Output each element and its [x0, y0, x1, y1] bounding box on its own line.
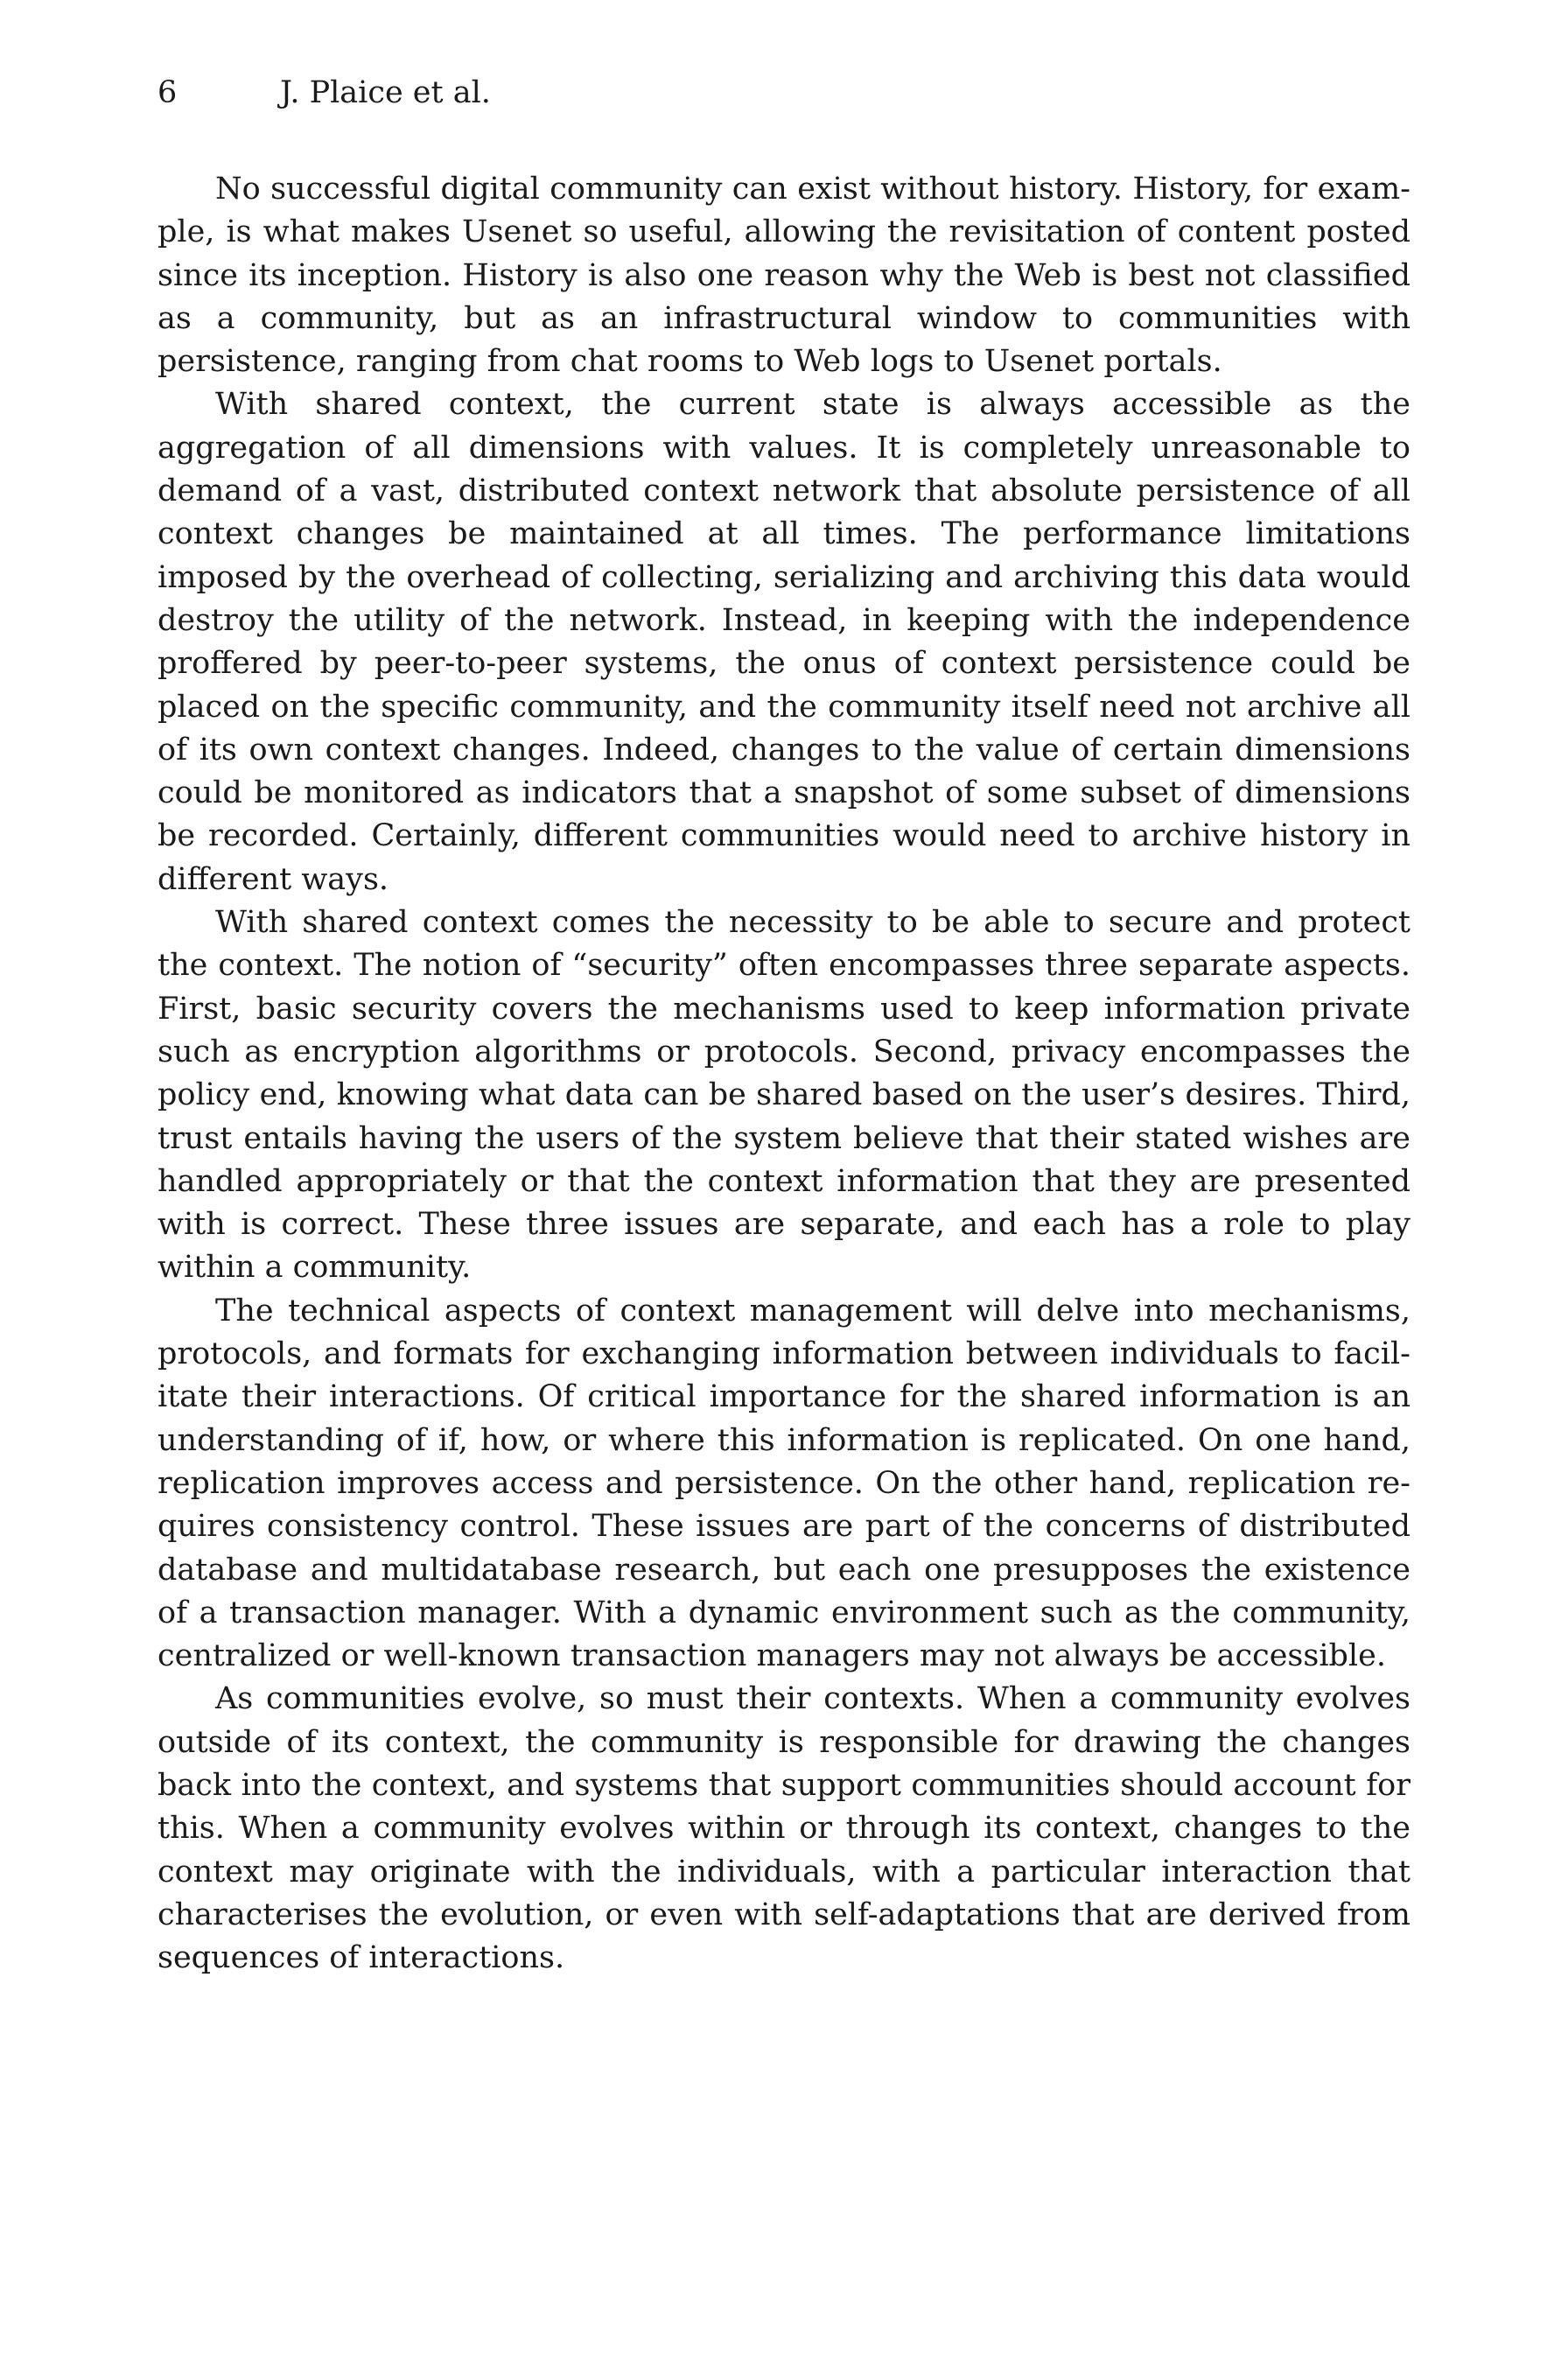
body-text — [158, 168, 1410, 1980]
paragraph-community-evolution: As communities evolve, so must their contexts. When a community evolves outside of its context, the community is responsible for drawing the changes back into the context, and systems that support communities should account for this. When a community evolves within or through its context, changes to the context may originate with the individuals, with a particular interaction that characterises the evolution, or even with self-adaptations that are derived from sequences of interactions. — [158, 1681, 1410, 1976]
paragraph-history: No successful digital community can exist without history. History, for example, is what makes Usenet so useful, allowing the revisitation of content posted since its inception. History is also one reason why the Web is best not classified as a community, but as an infrastructural window to communities with persistence, ranging from chat rooms to Web logs to Usenet portals. — [158, 172, 1410, 380]
paragraph-shared-context-state: With shared context, the current state is always accessible as the aggregation of all dimensions with values. It is completely unreasonable to demand of a vast, distributed context network that absolute persistence of all context changes be maintained at all times. The performance limitations imposed by the overhead of collecting, serializing and archiving this data would destroy the utility of the network. Instead, in keeping with the independence proffered by peer-to-peer systems, the onus of context persistence could be placed on the specific community, and the community itself need not archive all of its own context changes. Indeed, changes to the value of certain dimensions could be monitored as indicators that a snapshot of some subset of dimensions be recorded. Certainly, different communities would need to archive history in different ways. — [158, 387, 1410, 897]
page-number: 6 — [158, 75, 178, 110]
running-head-authors: J. Plaice et al. — [280, 75, 491, 110]
paragraph-context-management: The technical aspects of context management will delve into mechanisms, protocols, and formats for exchanging information between individuals to facilitate their interactions. Of critical importance for the shared information is an understanding of if, how, or where this information is replicated. On one hand, replication improves access and persistence. On the other hand, replication requires consistency control. These issues are part of the concerns of distributed database and multidatabase research, but each one presupposes the existence of a transaction manager. With a dynamic environment such as the community, centralized or well-known transaction managers may not always be accessible. — [158, 1293, 1410, 1674]
running-head — [158, 75, 491, 110]
paragraph-security: With shared context comes the necessity to be able to secure and protect the context. The notion of “security” often encompasses three separate aspects. First, basic security covers the mechanisms used to keep information private such as encryption algorithms or protocols. Second, privacy encompasses the policy end, knowing what data can be shared based on the user’s desires. Third, trust entails having the users of the system believe that their stated wishes are handled appropriately or that the context information that they are presented with is correct. These three issues are separate, and each has a role to play within a community. — [158, 905, 1410, 1286]
